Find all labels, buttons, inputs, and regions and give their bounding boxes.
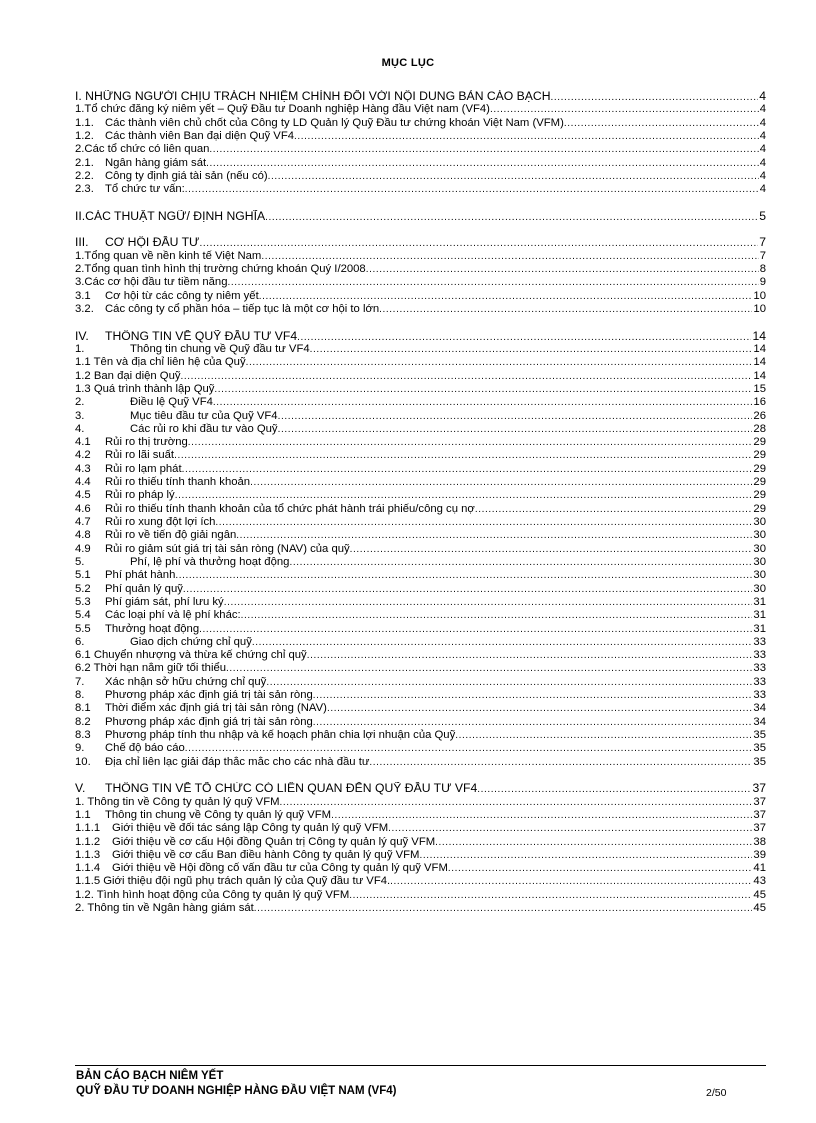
toc-entry-number: 4.4 (75, 476, 91, 489)
toc-entry-number: 10. (75, 755, 91, 768)
toc-entry-label: Rủi ro thiếu tính thanh khoản (105, 476, 251, 489)
toc-entry[interactable] (75, 702, 766, 715)
toc-entry[interactable] (75, 503, 766, 516)
toc-entry-page: 7 (759, 236, 766, 250)
toc-entry[interactable] (75, 330, 766, 343)
toc-entry-label: Các thành viên chủ chốt của Công ty LD Quản lý Quỹ Đầu tư chứng khoán Việt Nam (VFM) (105, 116, 564, 129)
toc-dot-leader (199, 623, 752, 636)
toc-dot-leader (268, 170, 759, 183)
toc-entry[interactable] (75, 636, 766, 649)
toc-entry-label: Mục tiêu đầu tư của Quỹ VF4 (130, 409, 278, 422)
toc-entry-number: 1.1.3 (75, 848, 101, 861)
toc-entry-label: Giới thiệu về cơ cấu Ban điều hành Công ty quản lý quỹ VFM (112, 848, 420, 861)
toc-entry-number: 4.7 (75, 516, 91, 528)
toc-dot-leader (477, 783, 751, 795)
toc-entry[interactable] (75, 157, 766, 170)
toc-entry-label: Phí phát hành (105, 569, 176, 582)
toc-entry[interactable] (75, 183, 766, 196)
toc-dot-leader (252, 636, 753, 649)
toc-dot-leader (313, 716, 753, 729)
toc-entry-number: 9. (75, 742, 85, 755)
toc-dot-leader (350, 543, 753, 556)
toc-dot-leader (183, 583, 753, 596)
toc-entry-page: 37 (753, 808, 766, 821)
toc-entry[interactable] (75, 143, 766, 156)
toc-entry-page: 5 (759, 209, 766, 223)
toc-entry[interactable] (75, 516, 766, 529)
toc-dot-leader (246, 356, 753, 369)
toc-entry-label: Rủi ro thiếu tính thanh khoản của tổ chức phát hành trái phiếu/công cụ nợ (105, 502, 475, 515)
toc-entry-page: 30 (753, 516, 766, 528)
toc-dot-leader (448, 862, 753, 875)
toc-entry[interactable] (75, 782, 766, 795)
toc-entry[interactable] (75, 809, 766, 822)
toc-entry[interactable] (75, 862, 766, 875)
toc-entry-label: 6.1 Chuyển nhượng và thừa kế chứng chỉ quỹ (75, 649, 307, 662)
toc-entry-label: Rủi ro về tiến độ giải ngân (105, 529, 237, 542)
toc-dot-leader (259, 290, 753, 303)
toc-entry-label: 2.Tổng quan tình hình thị trường chứng khoán Quý I/2008 (75, 263, 366, 276)
toc-entry[interactable] (75, 489, 766, 502)
toc-entry-number: 3.1 (75, 289, 91, 302)
toc-dot-leader (209, 143, 758, 156)
toc-entry-page: 37 (753, 795, 766, 808)
toc-entry-number: 5. (75, 555, 85, 568)
toc-entry-label: 1.3 Quá trình thành lập Quỹ (75, 382, 215, 395)
toc-entry-label: 1.2 Ban đại diện Quỹ (75, 369, 181, 382)
toc-entry-page: 28 (753, 422, 766, 435)
toc-entry-page: 45 (753, 902, 766, 915)
toc-entry[interactable] (75, 463, 766, 476)
toc-dot-leader (327, 702, 752, 715)
toc-entry-page: 45 (753, 888, 766, 901)
toc-dot-leader (228, 276, 759, 289)
toc-entry[interactable] (75, 742, 766, 755)
toc-entry-label: Rủi ro thị trường (105, 436, 188, 449)
toc-entry-page: 33 (753, 662, 766, 675)
toc-entry[interactable] (75, 263, 766, 276)
toc-dot-leader (455, 729, 752, 742)
toc-entry-number: 2. (75, 396, 85, 409)
toc-entry[interactable] (75, 836, 766, 849)
toc-entry[interactable] (75, 623, 766, 636)
toc-entry-page: 41 (753, 862, 766, 875)
toc-entry-number: 1.1 (75, 808, 91, 821)
toc-dot-leader (278, 423, 753, 436)
toc-entry[interactable] (75, 662, 766, 675)
toc-entry-number: 5.4 (75, 609, 91, 622)
toc-entry-page: 35 (753, 729, 766, 741)
toc-entry-page: 33 (753, 635, 766, 648)
toc-entry-label: THÔNG TIN VỀ TỔ CHỨC CÓ LIÊN QUAN ĐẾN QUỸ ĐẦU TƯ VF4 (105, 782, 478, 796)
toc-entry-number: 1.2. (75, 129, 94, 142)
toc-entry-page: 14 (753, 342, 766, 355)
toc-entry-number: 1.1.2 (75, 835, 101, 848)
toc-entry[interactable] (75, 250, 766, 263)
toc-entry-page: 35 (753, 742, 766, 755)
toc-entry[interactable] (75, 476, 766, 489)
toc-entry-number: III. (75, 236, 89, 250)
toc-entry-label: II.CÁC THUẬT NGỮ/ ĐỊNH NGHĨA (75, 209, 266, 223)
toc-dot-leader (313, 689, 753, 702)
toc-entry[interactable] (75, 383, 766, 396)
toc-entry-page: 37 (753, 822, 766, 835)
toc-entry-page: 4 (759, 116, 766, 129)
toc-entry-label: Phí, lệ phí và thưởng hoạt động (130, 555, 290, 568)
toc-dot-leader (254, 902, 753, 915)
toc-entry[interactable] (75, 596, 766, 609)
toc-entry-page: 34 (753, 702, 766, 715)
toc-entry-number: 1.1.4 (75, 862, 101, 875)
toc-entry[interactable] (75, 849, 766, 862)
toc-dot-leader (349, 889, 752, 902)
toc-entry-page: 30 (753, 555, 766, 568)
footer-divider (75, 1065, 766, 1066)
toc-entry-page: 4 (759, 129, 766, 142)
toc-entry-label: Giới thiệu về cơ cấu Hội đồng Quản trị Công ty quản lý quỹ VFM (112, 835, 436, 848)
toc-entry[interactable] (75, 649, 766, 662)
toc-dot-leader (366, 263, 759, 276)
toc-dot-leader (289, 556, 752, 569)
toc-entry-page: 29 (753, 462, 766, 475)
toc-dot-leader (181, 370, 753, 383)
toc-entry-label: I. NHỮNG NGƯỜI CHỊU TRÁCH NHIỆM CHÍNH ĐỐI VỚI NỘI DUNG BẢN CÁO BẠCH (75, 90, 551, 103)
toc-dot-leader (388, 822, 752, 835)
toc-entry-number: 1. (75, 342, 85, 355)
toc-entry-number: 5.5 (75, 622, 91, 635)
toc-entry[interactable] (75, 543, 766, 556)
toc-entry[interactable] (75, 569, 766, 582)
toc-dot-leader (185, 183, 759, 196)
toc-entry-page: 26 (753, 409, 766, 422)
toc-dot-leader (224, 596, 753, 609)
toc-entry[interactable] (75, 210, 766, 223)
toc-dot-leader (226, 662, 752, 675)
toc-entry-label: Rủi ro pháp lý (105, 489, 175, 502)
toc-dot-leader (310, 343, 753, 356)
toc-dot-leader (266, 676, 752, 689)
toc-entry[interactable] (75, 583, 766, 596)
toc-entry[interactable] (75, 449, 766, 462)
toc-dot-leader (206, 157, 759, 170)
toc-dot-leader (419, 849, 752, 862)
toc-entry-page: 14 (753, 356, 766, 369)
toc-entry-label: Thời điểm xác định giá trị tài sản ròng (NAV) (105, 702, 327, 715)
toc-spacer (75, 197, 766, 210)
toc-entry[interactable] (75, 529, 766, 542)
toc-dot-leader (379, 303, 752, 316)
toc-entry-label: Phương pháp tính thu nhập và kế hoạch phân chia lợi nhuận của Quỹ (105, 729, 456, 741)
toc-entry-label: Các công ty cổ phần hóa – tiếp tục là một cơ hội to lớn (105, 303, 380, 315)
toc-entry-page: 33 (753, 675, 766, 688)
toc-entry-number: 2.1. (75, 156, 94, 169)
toc-entry-page: 4 (759, 103, 766, 116)
toc-entry[interactable] (75, 875, 766, 888)
toc-entry-page: 31 (753, 622, 766, 635)
toc-entry-page: 30 (753, 569, 766, 582)
toc-entry[interactable] (75, 396, 766, 409)
toc-dot-leader (265, 211, 758, 223)
toc-entry-page: 4 (759, 156, 766, 169)
toc-dot-leader (297, 331, 751, 343)
toc-entry-page: 33 (753, 689, 766, 702)
toc-entry-number: 5.2 (75, 582, 91, 595)
toc-entry-page: 31 (753, 595, 766, 608)
toc-dot-leader (307, 649, 753, 662)
toc-entry-number: 4.2 (75, 449, 91, 462)
toc-entry-number: V. (75, 782, 86, 796)
toc-entry[interactable] (75, 170, 766, 183)
toc-entry-number: 2.2. (75, 169, 94, 182)
toc-entry-label: Các loại phí và lệ phí khác: (105, 609, 241, 622)
footer-document-title: BẢN CÁO BẠCH NIÊM YẾT (76, 1070, 224, 1082)
toc-entry-label: Các thành viên Ban đại diện Quỹ VF4 (105, 129, 295, 142)
toc-entry-page: 10 (753, 303, 766, 315)
toc-entry-number: 2.3. (75, 183, 94, 196)
toc-spacer (75, 223, 766, 236)
toc-entry-page: 29 (753, 476, 766, 489)
toc-entry[interactable] (75, 436, 766, 449)
toc-entry-page: 37 (752, 782, 766, 796)
toc-entry-number: 4.5 (75, 489, 91, 502)
toc-entry[interactable] (75, 303, 766, 316)
toc-entry-label: 3.Các cơ hội đầu tư tiềm năng (75, 276, 228, 289)
toc-entry[interactable] (75, 130, 766, 143)
toc-entry[interactable] (75, 729, 766, 742)
toc-entry-label: Rủi ro xung đột lợi ích (105, 516, 216, 528)
toc-entry[interactable] (75, 676, 766, 689)
toc-entry[interactable] (75, 423, 766, 436)
toc-entry-label: Các rủi ro khi đầu tư vào Quỹ (130, 422, 278, 435)
toc-dot-leader (331, 809, 752, 822)
toc-entry-number: 8. (75, 689, 85, 702)
toc-dot-leader (241, 609, 753, 622)
toc-entry[interactable] (75, 556, 766, 569)
toc-dot-leader (175, 569, 752, 582)
toc-entry[interactable] (75, 902, 766, 915)
toc-dot-leader (390, 875, 752, 888)
toc-entry-number: 5.1 (75, 569, 91, 582)
footer-page-number: 2/50 (706, 1087, 727, 1099)
toc-entry-number: 7. (75, 675, 85, 688)
toc-dot-leader (236, 529, 752, 542)
toc-entry[interactable] (75, 756, 766, 769)
toc-entry-page: 4 (759, 169, 766, 182)
toc-entry-number: 4.8 (75, 529, 91, 542)
toc-entry[interactable] (75, 370, 766, 383)
toc-dot-leader (551, 91, 759, 103)
toc-entry-label: Phí giám sát, phí lưu ký (105, 595, 224, 608)
toc-entry[interactable] (75, 90, 766, 103)
toc-entry-number: 3. (75, 409, 85, 422)
toc-entry-number: 6. (75, 635, 85, 648)
toc-entry[interactable] (75, 117, 766, 130)
toc-entry-label: 2.Các tổ chức có liên quan (75, 143, 210, 156)
toc-entry-label: CƠ HỘI ĐẦU TƯ (105, 236, 200, 250)
toc-entry-label: Thông tin chung về Công ty quản lý quỹ VFM (105, 808, 332, 821)
toc-entry-label: Giao dịch chứng chỉ quỹ (130, 635, 252, 648)
toc-entry-page: 10 (753, 289, 766, 302)
toc-dot-leader (174, 449, 752, 462)
toc-entry-label: Phương pháp xác định giá trị tài sản ròng (105, 715, 313, 728)
toc-entry-page: 38 (753, 835, 766, 848)
toc-entry-number: 5.3 (75, 595, 91, 608)
toc-dot-leader (564, 117, 759, 130)
toc-entry[interactable] (75, 609, 766, 622)
toc-entry-label: Rủi ro giảm sút giá trị tài sản ròng (NAV) của quỹ (105, 542, 350, 555)
toc-dot-leader (182, 463, 753, 476)
toc-entry-page: 29 (753, 502, 766, 515)
toc-entry-page: 30 (753, 529, 766, 542)
toc-entry-number: 4.9 (75, 542, 91, 555)
toc-entry-label: Thưởng hoạt động (105, 622, 200, 635)
toc-dot-leader (199, 237, 758, 249)
toc-entry[interactable] (75, 796, 766, 809)
toc-entry-number: IV. (75, 329, 89, 343)
toc-dot-leader (215, 516, 752, 529)
toc-dot-leader (475, 503, 753, 516)
toc-entry-label: Phương pháp xác định giá trị tài sản ròng (105, 689, 313, 702)
toc-entry[interactable] (75, 276, 766, 289)
toc-entry-page: 33 (753, 649, 766, 662)
toc-entry-page: 14 (753, 369, 766, 382)
toc-entry-page: 43 (753, 875, 766, 888)
toc-entry-number: 8.2 (75, 715, 91, 728)
toc-entry-page: 7 (759, 249, 766, 262)
toc-dot-leader (213, 396, 753, 409)
toc-dot-leader (175, 489, 753, 502)
toc-entry-number: 1.1.1 (75, 822, 101, 835)
toc-entry-label: 6.2 Thời hạn nắm giữ tối thiểu (75, 662, 227, 675)
toc-entry-label: 1. Thông tin về Công ty quản lý quỹ VFM (75, 795, 280, 808)
toc-dot-leader (435, 836, 752, 849)
toc-entry-label: 1.1.5 Giới thiệu đội ngũ phụ trách quản lý của Quỹ đầu tư VF4. (75, 875, 391, 888)
toc-entry-page: 8 (759, 263, 766, 276)
toc-dot-leader (185, 742, 753, 755)
toc-entry-page: 31 (753, 609, 766, 622)
toc-entry-page: 29 (753, 436, 766, 449)
table-of-contents (75, 90, 766, 915)
toc-entry-page: 4 (759, 183, 766, 196)
toc-entry-page: 30 (753, 542, 766, 555)
toc-entry-label: Rủi ro lãi suất (105, 449, 175, 462)
toc-entry-label: Chế độ báo cáo (105, 742, 185, 755)
toc-dot-leader (280, 796, 753, 809)
toc-entry-page: 29 (753, 449, 766, 462)
toc-spacer (75, 316, 766, 329)
toc-entry[interactable] (75, 236, 766, 249)
footer-fund-name: QUỸ ĐẦU TƯ DOANH NGHIỆP HÀNG ĐẦU VIỆT NAM (VF4) (76, 1085, 397, 1097)
toc-entry-label: 1.1 Tên và địa chỉ liên hệ của Quỹ (75, 356, 246, 369)
toc-dot-leader (490, 103, 759, 116)
toc-dot-leader (369, 756, 752, 769)
toc-entry-label: Thông tin chung về Quỹ đầu tư VF4 (130, 342, 310, 355)
toc-entry-number: 3.2. (75, 303, 94, 315)
toc-entry-label: THÔNG TIN VỀ QUỸ ĐẦU TƯ VF4 (105, 329, 298, 343)
toc-entry-label: Công ty định giá tài sản (nếu có) (105, 169, 268, 182)
toc-entry-page: 4 (759, 143, 766, 156)
toc-entry-page: 34 (753, 715, 766, 728)
toc-entry-label: 1.2. Tình hình hoạt động của Công ty quản lý quỹ VFM (75, 888, 350, 901)
toc-entry-label: 2. Thông tin về Ngân hàng giám sát (75, 902, 254, 915)
toc-entry-label: Địa chỉ liên lạc giải đáp thắc mắc cho các nhà đầu tư (105, 755, 370, 768)
toc-dot-leader (214, 383, 752, 396)
toc-entry-label: Xác nhận sở hữu chứng chỉ quỹ (105, 675, 267, 688)
toc-entry-number: 8.1 (75, 702, 91, 715)
toc-dot-leader (294, 130, 759, 143)
toc-entry-page: 35 (753, 755, 766, 768)
toc-entry-label: 1.Tổ chức đăng ký niêm yết – Quỹ Đầu tư Doanh nghiệp Hàng đầu Việt nam (VF4) (75, 103, 490, 116)
toc-entry-number: 4.3 (75, 462, 91, 475)
toc-entry[interactable] (75, 356, 766, 369)
toc-entry[interactable] (75, 889, 766, 902)
toc-entry-label: Cơ hội từ các công ty niêm yết (105, 289, 259, 302)
toc-entry-page: 4 (759, 90, 766, 103)
toc-entry[interactable] (75, 822, 766, 835)
toc-dot-leader (188, 436, 753, 449)
toc-entry-number: 4.6 (75, 502, 91, 515)
toc-entry[interactable] (75, 410, 766, 423)
toc-entry-label: Ngân hàng giám sát (105, 156, 207, 169)
toc-entry-page: 39 (753, 848, 766, 861)
page-title: MỤC LỤC (381, 57, 435, 69)
toc-entry-page: 14 (752, 329, 766, 343)
toc-entry-label: 1.Tổng quan về nền kinh tế Việt Nam (75, 249, 262, 262)
toc-spacer (75, 769, 766, 782)
toc-entry-label: Giới thiệu về đối tác sáng lập Công ty quản lý quỹ VFM (112, 822, 389, 835)
toc-entry-label: Điều lệ Quỹ VF4 (130, 396, 213, 409)
toc-dot-leader (278, 410, 753, 423)
toc-entry[interactable] (75, 716, 766, 729)
toc-entry-number: 4.1 (75, 436, 91, 449)
toc-entry-page: 16 (753, 396, 766, 409)
toc-entry-number: 4. (75, 422, 85, 435)
toc-entry-number: 8.3 (75, 729, 91, 741)
toc-dot-leader (250, 476, 752, 489)
toc-entry[interactable] (75, 689, 766, 702)
toc-entry[interactable] (75, 290, 766, 303)
toc-entry[interactable] (75, 343, 766, 356)
toc-entry-number: 1.1. (75, 116, 94, 129)
toc-entry-label: Tổ chức tư vấn: (105, 183, 185, 196)
toc-entry-page: 9 (759, 276, 766, 289)
toc-entry[interactable] (75, 103, 766, 116)
toc-dot-leader (261, 250, 758, 263)
toc-entry-label: Phí quản lý quỹ (105, 582, 183, 595)
toc-entry-page: 29 (753, 489, 766, 502)
toc-entry-label: Rủi ro lạm phát (105, 462, 182, 475)
toc-entry-label: Giới thiệu về Hội đồng cố vấn đầu tư của Công ty quản lý quỹ VFM (112, 862, 448, 875)
toc-entry-page: 30 (753, 582, 766, 595)
toc-entry-page: 15 (753, 382, 766, 395)
